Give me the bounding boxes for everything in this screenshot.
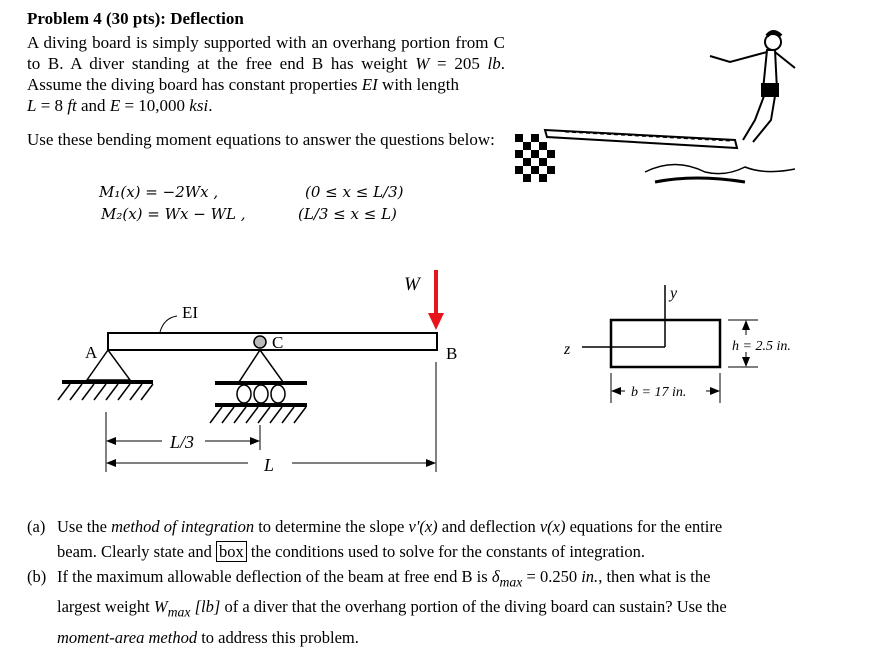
- question-text: to determine the slope: [254, 517, 409, 536]
- equation-1-lhs: M₁(x) = −2Wx ,: [99, 183, 219, 201]
- boxed-word: box: [216, 541, 247, 562]
- ei-label: EI: [182, 303, 199, 322]
- length-symbol: L: [27, 96, 37, 115]
- statement-text: A diving board is simply supported with an overhang portion from C to B. A diver standing at the free end B has weight: [27, 33, 505, 73]
- dimension-l3-label: L/3: [170, 432, 195, 452]
- diver-figure: [710, 32, 795, 142]
- length-unit: ft: [67, 96, 77, 115]
- unit-text: in.: [581, 567, 599, 586]
- equation-2-range: (L/3 ≤ x ≤ L): [298, 205, 397, 223]
- question-text: of a diver that the overhang portion of the diving board can sustain? Use the: [220, 597, 727, 617]
- load-label: W: [404, 274, 420, 295]
- equation-2-lhs: M₂(x) = Wx − WL ,: [101, 205, 246, 223]
- weight-value: = 205: [429, 54, 488, 73]
- dimension-l-label: L: [264, 455, 275, 475]
- width-label: b = 17 in.: [631, 385, 687, 400]
- equation-1-range: (0 ≤ x ≤ L/3): [305, 183, 404, 201]
- slope-symbol: v'(x): [408, 517, 438, 536]
- question-emphasis: moment-area method: [57, 627, 198, 647]
- weight-subscript: max: [167, 604, 191, 620]
- question-text: equations for the entire: [565, 517, 723, 536]
- modulus-value: = 10,000: [120, 96, 190, 115]
- question-text: beam. Clearly state and: [57, 542, 216, 561]
- water-line: [645, 165, 795, 174]
- weight-unit: lb: [487, 54, 501, 73]
- question-text: largest weight: [57, 597, 154, 617]
- diver-illustration: [505, 22, 805, 194]
- statement-text: with length: [377, 75, 460, 94]
- problem-statement: [27, 32, 505, 116]
- delta-subscript: max: [499, 574, 523, 590]
- question-text: , then what is the: [598, 567, 711, 586]
- weight-symbol: W: [153, 597, 168, 617]
- question-text: If the maximum allowable deflection of the beam at free end B is: [57, 567, 492, 586]
- load-arrow: [428, 270, 444, 330]
- modulus-unit: ksi: [189, 96, 209, 115]
- question-b: [27, 564, 807, 650]
- statement-text: . Assume the diving board has constant properties: [27, 54, 505, 94]
- modulus-symbol: E: [109, 96, 121, 115]
- height-label: h = 2.5 in.: [732, 339, 791, 354]
- y-axis-label: y: [670, 285, 678, 302]
- ei-leader: [160, 316, 177, 332]
- statement-text: .: [208, 96, 213, 115]
- question-b-label: (b): [27, 567, 47, 586]
- z-axis-label: z: [564, 341, 571, 358]
- question-text: = 0.250: [522, 567, 582, 586]
- weight-symbol: W: [415, 54, 430, 73]
- delta-symbol: δ: [491, 567, 500, 586]
- unit-text: [lb]: [194, 597, 221, 617]
- question-emphasis: method of integration: [111, 517, 255, 536]
- question-a: [27, 514, 807, 564]
- pin-support-a: [58, 350, 153, 400]
- instruction-text: Use these bending moment equations to answer the questions below:: [27, 130, 495, 149]
- question-text: the conditions used to solve for the constants of integration.: [246, 542, 645, 561]
- beam-diagram: [0, 260, 891, 480]
- length-value: = 8: [36, 96, 68, 115]
- question-text: to address this problem.: [197, 627, 359, 647]
- point-c-label: C: [272, 333, 284, 352]
- statement-text: and: [76, 96, 110, 115]
- ei-symbol: EI: [361, 75, 378, 94]
- checkered-pool-wall: [513, 130, 558, 190]
- question-text: and deflection: [437, 517, 540, 536]
- point-b-label: B: [446, 344, 458, 363]
- point-a-label: A: [85, 343, 98, 362]
- problem-title: Problem 4 (30 pts): Deflection: [27, 9, 244, 28]
- question-a-label: (a): [27, 517, 46, 536]
- question-text: Use the: [57, 517, 112, 536]
- deflection-symbol: v(x): [539, 517, 566, 536]
